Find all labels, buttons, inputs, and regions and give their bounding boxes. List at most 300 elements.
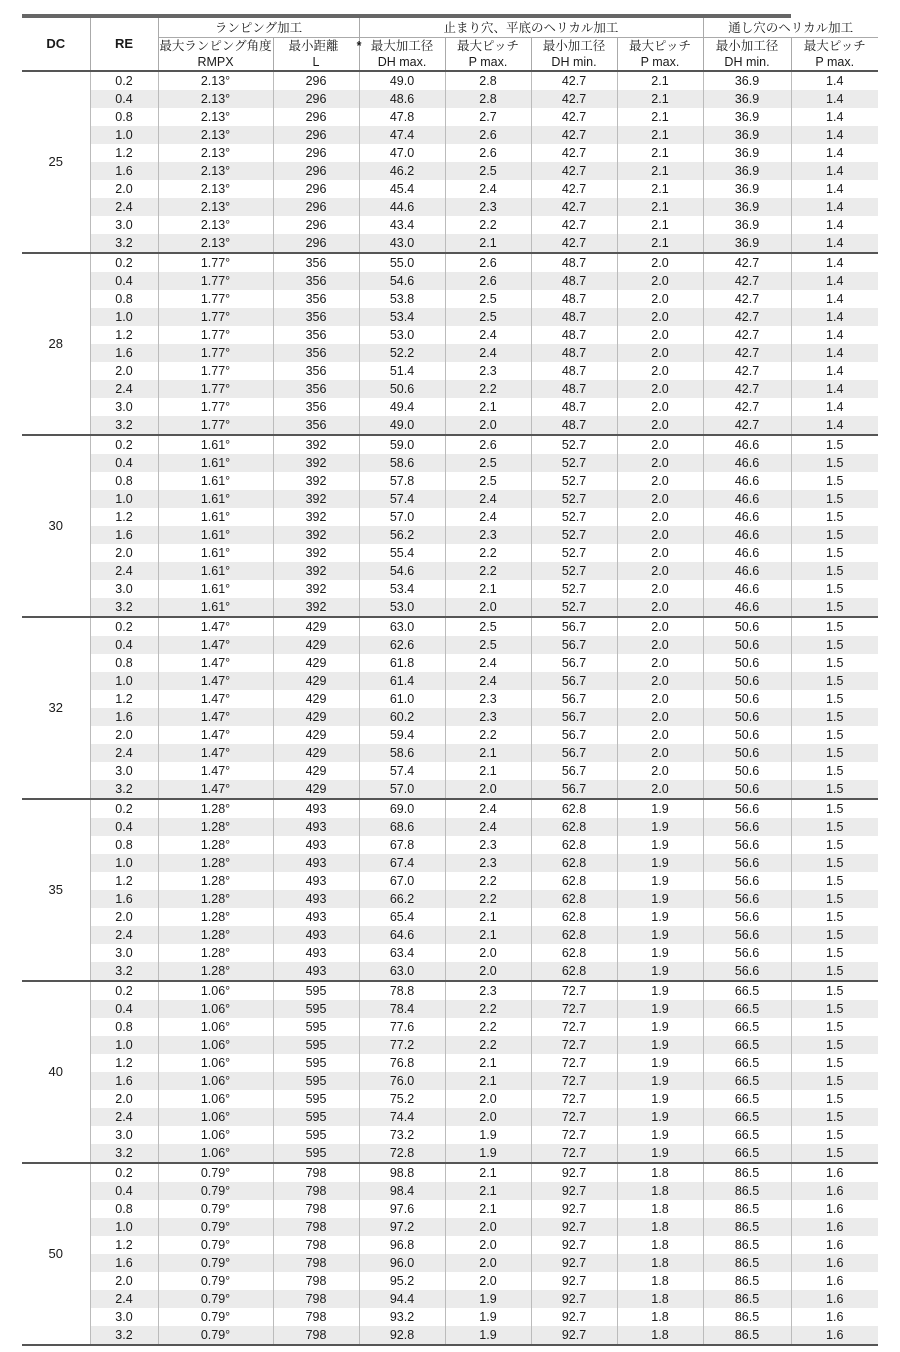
cell-rmpx: 1.61° xyxy=(158,435,273,454)
header-re: RE xyxy=(90,18,158,71)
cell-rmpx: 0.79° xyxy=(158,1254,273,1272)
cell-blind-dh-min: 72.7 xyxy=(531,981,617,1000)
table-row xyxy=(22,562,878,580)
cell-blind-dh-max: 47.8 xyxy=(359,108,445,126)
cell-blind-p-max2: 2.0 xyxy=(617,744,703,762)
cell-re: 3.0 xyxy=(90,944,158,962)
cell-blind-p-max: 2.5 xyxy=(445,290,531,308)
cell-re: 1.0 xyxy=(90,126,158,144)
cell-blind-dh-max: 97.6 xyxy=(359,1200,445,1218)
cell-rmpx: 1.77° xyxy=(158,380,273,398)
cell-through-p-max: 1.5 xyxy=(791,654,878,672)
cell-l: 595 xyxy=(273,1090,359,1108)
header-blind-p-max2-symbol: P max. xyxy=(617,54,703,71)
cell-re: 2.4 xyxy=(90,1290,158,1308)
cell-through-p-max: 1.4 xyxy=(791,108,878,126)
cell-through-p-max: 1.5 xyxy=(791,1126,878,1144)
cell-blind-p-max2: 1.9 xyxy=(617,872,703,890)
cell-blind-dh-max: 74.4 xyxy=(359,1108,445,1126)
table-row xyxy=(22,180,878,198)
cell-through-dh-min: 46.6 xyxy=(703,435,791,454)
cell-blind-dh-min: 42.7 xyxy=(531,71,617,90)
cell-blind-p-max2: 2.0 xyxy=(617,344,703,362)
cell-through-dh-min: 50.6 xyxy=(703,708,791,726)
cell-l: 798 xyxy=(273,1200,359,1218)
cell-blind-p-max2: 2.0 xyxy=(617,326,703,344)
cell-blind-dh-max: 49.0 xyxy=(359,71,445,90)
cell-blind-p-max2: 1.8 xyxy=(617,1308,703,1326)
table-row xyxy=(22,416,878,435)
cell-blind-p-max2: 1.8 xyxy=(617,1200,703,1218)
header-blind-dh-min-label: 最小加工径 xyxy=(531,38,617,55)
cell-blind-dh-max: 52.2 xyxy=(359,344,445,362)
cell-l: 429 xyxy=(273,744,359,762)
cell-through-p-max: 1.6 xyxy=(791,1254,878,1272)
cell-re: 1.2 xyxy=(90,326,158,344)
cell-through-p-max: 1.6 xyxy=(791,1218,878,1236)
cell-re: 3.0 xyxy=(90,1308,158,1326)
cell-blind-p-max: 1.9 xyxy=(445,1144,531,1163)
cell-through-dh-min: 66.5 xyxy=(703,981,791,1000)
cell-blind-dh-max: 57.0 xyxy=(359,780,445,799)
cell-blind-p-max2: 1.8 xyxy=(617,1236,703,1254)
cell-rmpx: 1.61° xyxy=(158,526,273,544)
cell-l: 595 xyxy=(273,1126,359,1144)
cell-blind-p-max2: 2.0 xyxy=(617,636,703,654)
cell-blind-dh-min: 92.7 xyxy=(531,1326,617,1345)
cell-rmpx: 1.28° xyxy=(158,944,273,962)
cell-rmpx: 1.47° xyxy=(158,690,273,708)
cell-rmpx: 1.47° xyxy=(158,672,273,690)
cell-through-dh-min: 86.5 xyxy=(703,1163,791,1182)
cell-rmpx: 1.28° xyxy=(158,854,273,872)
cell-rmpx: 1.77° xyxy=(158,326,273,344)
table-row xyxy=(22,216,878,234)
cell-l: 429 xyxy=(273,654,359,672)
cell-rmpx: 2.13° xyxy=(158,216,273,234)
cell-blind-dh-max: 59.4 xyxy=(359,726,445,744)
cell-blind-p-max: 2.0 xyxy=(445,962,531,981)
table-row xyxy=(22,380,878,398)
cell-rmpx: 1.47° xyxy=(158,617,273,636)
cell-rmpx: 1.28° xyxy=(158,799,273,818)
cell-blind-dh-min: 56.7 xyxy=(531,762,617,780)
header-group-through-hole: 通し穴のヘリカル加工 xyxy=(703,18,878,38)
cell-through-p-max: 1.4 xyxy=(791,344,878,362)
cell-re: 0.8 xyxy=(90,472,158,490)
cell-blind-p-max2: 1.9 xyxy=(617,818,703,836)
table-row xyxy=(22,234,878,253)
cell-rmpx: 2.13° xyxy=(158,126,273,144)
cell-blind-p-max: 2.3 xyxy=(445,836,531,854)
cell-rmpx: 1.77° xyxy=(158,308,273,326)
cell-blind-dh-max: 66.2 xyxy=(359,890,445,908)
cell-blind-dh-max: 97.2 xyxy=(359,1218,445,1236)
cell-blind-p-max2: 2.0 xyxy=(617,726,703,744)
cell-rmpx: 1.06° xyxy=(158,981,273,1000)
cell-through-dh-min: 50.6 xyxy=(703,744,791,762)
cell-blind-dh-max: 61.8 xyxy=(359,654,445,672)
cell-rmpx: 2.13° xyxy=(158,198,273,216)
cell-blind-dh-max: 51.4 xyxy=(359,362,445,380)
table-row xyxy=(22,1036,878,1054)
cell-blind-dh-max: 53.4 xyxy=(359,580,445,598)
cell-re: 0.4 xyxy=(90,818,158,836)
cell-l: 798 xyxy=(273,1290,359,1308)
cell-through-dh-min: 86.5 xyxy=(703,1218,791,1236)
cell-through-dh-min: 36.9 xyxy=(703,71,791,90)
cell-through-p-max: 1.5 xyxy=(791,836,878,854)
cell-blind-p-max2: 2.1 xyxy=(617,180,703,198)
table-row xyxy=(22,981,878,1000)
cell-blind-p-max: 1.9 xyxy=(445,1126,531,1144)
cell-rmpx: 0.79° xyxy=(158,1308,273,1326)
cell-through-p-max: 1.5 xyxy=(791,1036,878,1054)
cell-rmpx: 1.47° xyxy=(158,780,273,799)
cell-re: 3.2 xyxy=(90,416,158,435)
table-row xyxy=(22,780,878,799)
cell-blind-dh-min: 56.7 xyxy=(531,744,617,762)
cell-through-p-max: 1.5 xyxy=(791,1000,878,1018)
table-row xyxy=(22,598,878,617)
cell-through-dh-min: 86.5 xyxy=(703,1290,791,1308)
cell-through-p-max: 1.5 xyxy=(791,672,878,690)
cell-blind-p-max: 2.3 xyxy=(445,362,531,380)
cell-rmpx: 1.61° xyxy=(158,598,273,617)
cell-blind-p-max2: 1.9 xyxy=(617,890,703,908)
cell-rmpx: 1.61° xyxy=(158,454,273,472)
cell-re: 0.2 xyxy=(90,71,158,90)
table-row xyxy=(22,1090,878,1108)
cell-l: 798 xyxy=(273,1163,359,1182)
cell-through-p-max: 1.5 xyxy=(791,744,878,762)
cell-l: 356 xyxy=(273,272,359,290)
cell-l: 595 xyxy=(273,1018,359,1036)
cell-rmpx: 1.47° xyxy=(158,762,273,780)
cell-through-p-max: 1.5 xyxy=(791,636,878,654)
cell-re: 1.0 xyxy=(90,1036,158,1054)
cell-blind-p-max2: 2.1 xyxy=(617,144,703,162)
table-row xyxy=(22,908,878,926)
table-row xyxy=(22,1236,878,1254)
cell-through-p-max: 1.5 xyxy=(791,962,878,981)
cell-blind-dh-min: 92.7 xyxy=(531,1218,617,1236)
cell-blind-p-max2: 1.9 xyxy=(617,981,703,1000)
cell-rmpx: 0.79° xyxy=(158,1272,273,1290)
cell-blind-p-max: 2.6 xyxy=(445,253,531,272)
cell-blind-dh-max: 57.8 xyxy=(359,472,445,490)
cell-blind-dh-max: 53.8 xyxy=(359,290,445,308)
table-row xyxy=(22,198,878,216)
cell-blind-dh-max: 98.8 xyxy=(359,1163,445,1182)
cell-blind-p-max2: 1.8 xyxy=(617,1290,703,1308)
cell-re: 0.4 xyxy=(90,1182,158,1200)
cell-blind-p-max2: 2.0 xyxy=(617,435,703,454)
cell-through-p-max: 1.5 xyxy=(791,1090,878,1108)
header-l-symbol: L xyxy=(273,54,359,71)
table-row xyxy=(22,490,878,508)
cell-blind-dh-min: 62.8 xyxy=(531,890,617,908)
cell-blind-dh-max: 67.8 xyxy=(359,836,445,854)
cell-through-p-max: 1.6 xyxy=(791,1163,878,1182)
cell-re: 1.6 xyxy=(90,1254,158,1272)
cell-through-p-max: 1.5 xyxy=(791,1054,878,1072)
table-row xyxy=(22,544,878,562)
cell-blind-p-max: 2.3 xyxy=(445,690,531,708)
cell-blind-dh-max: 63.0 xyxy=(359,962,445,981)
cell-through-dh-min: 66.5 xyxy=(703,1000,791,1018)
cell-through-dh-min: 46.6 xyxy=(703,526,791,544)
table-row xyxy=(22,890,878,908)
table-row xyxy=(22,108,878,126)
cell-blind-dh-max: 78.8 xyxy=(359,981,445,1000)
cell-l: 392 xyxy=(273,598,359,617)
header-group-blind-hole: 止まり穴、平底のヘリカル加工 xyxy=(359,18,703,38)
cell-l: 493 xyxy=(273,890,359,908)
header-rmpx-symbol: RMPX xyxy=(158,54,273,71)
dc-value: 25 xyxy=(22,71,90,253)
cell-through-dh-min: 36.9 xyxy=(703,126,791,144)
cell-through-p-max: 1.5 xyxy=(791,472,878,490)
cell-blind-dh-min: 72.7 xyxy=(531,1090,617,1108)
cell-blind-p-max: 2.4 xyxy=(445,326,531,344)
cell-l: 493 xyxy=(273,962,359,981)
cell-blind-p-max: 2.0 xyxy=(445,1254,531,1272)
table-row xyxy=(22,690,878,708)
table-row xyxy=(22,726,878,744)
cell-blind-p-max: 2.1 xyxy=(445,762,531,780)
cell-rmpx: 1.47° xyxy=(158,636,273,654)
cell-blind-dh-max: 57.0 xyxy=(359,508,445,526)
table-row xyxy=(22,1308,878,1326)
cell-blind-p-max: 2.1 xyxy=(445,1182,531,1200)
cell-blind-dh-min: 92.7 xyxy=(531,1236,617,1254)
cell-re: 1.0 xyxy=(90,854,158,872)
cell-re: 1.0 xyxy=(90,308,158,326)
dc-value: 30 xyxy=(22,435,90,617)
cell-blind-p-max2: 2.1 xyxy=(617,216,703,234)
cell-blind-dh-max: 63.4 xyxy=(359,944,445,962)
cell-l: 429 xyxy=(273,708,359,726)
cell-through-dh-min: 66.5 xyxy=(703,1090,791,1108)
cell-through-p-max: 1.5 xyxy=(791,598,878,617)
table-row xyxy=(22,362,878,380)
cell-blind-dh-min: 52.7 xyxy=(531,598,617,617)
cell-re: 0.8 xyxy=(90,1200,158,1218)
cell-rmpx: 2.13° xyxy=(158,71,273,90)
cell-rmpx: 0.79° xyxy=(158,1200,273,1218)
cell-re: 2.0 xyxy=(90,544,158,562)
cell-blind-dh-min: 52.7 xyxy=(531,580,617,598)
table-row xyxy=(22,654,878,672)
cell-blind-dh-min: 42.7 xyxy=(531,144,617,162)
cell-blind-p-max: 2.0 xyxy=(445,598,531,617)
header-through-p-max-symbol: P max. xyxy=(791,54,878,71)
dc-value: 35 xyxy=(22,799,90,981)
cell-blind-p-max: 2.6 xyxy=(445,272,531,290)
cell-blind-dh-min: 62.8 xyxy=(531,836,617,854)
cell-through-p-max: 1.4 xyxy=(791,308,878,326)
cell-through-dh-min: 56.6 xyxy=(703,818,791,836)
header-through-p-max-label: 最大ピッチ xyxy=(791,38,878,55)
cell-blind-dh-min: 48.7 xyxy=(531,253,617,272)
cell-through-p-max: 1.5 xyxy=(791,435,878,454)
table-row xyxy=(22,1200,878,1218)
cell-rmpx: 1.77° xyxy=(158,398,273,416)
cell-blind-p-max: 2.1 xyxy=(445,1163,531,1182)
cell-through-dh-min: 42.7 xyxy=(703,253,791,272)
cell-re: 1.2 xyxy=(90,1054,158,1072)
cell-through-dh-min: 56.6 xyxy=(703,962,791,981)
cell-l: 392 xyxy=(273,580,359,598)
cell-l: 798 xyxy=(273,1308,359,1326)
cell-through-p-max: 1.5 xyxy=(791,690,878,708)
cell-blind-dh-min: 92.7 xyxy=(531,1290,617,1308)
cell-through-dh-min: 50.6 xyxy=(703,636,791,654)
cell-through-p-max: 1.5 xyxy=(791,526,878,544)
table-row xyxy=(22,1254,878,1272)
cell-through-dh-min: 66.5 xyxy=(703,1144,791,1163)
cell-blind-dh-min: 62.8 xyxy=(531,854,617,872)
cell-through-dh-min: 50.6 xyxy=(703,617,791,636)
cell-blind-p-max: 2.4 xyxy=(445,490,531,508)
cell-blind-p-max2: 2.1 xyxy=(617,198,703,216)
cell-through-dh-min: 46.6 xyxy=(703,454,791,472)
cell-blind-p-max2: 1.9 xyxy=(617,944,703,962)
cell-blind-dh-min: 62.8 xyxy=(531,799,617,818)
cell-blind-p-max2: 1.8 xyxy=(617,1182,703,1200)
cell-blind-dh-min: 48.7 xyxy=(531,380,617,398)
cell-blind-dh-max: 58.6 xyxy=(359,744,445,762)
cell-through-p-max: 1.5 xyxy=(791,981,878,1000)
cell-blind-dh-min: 56.7 xyxy=(531,690,617,708)
cell-re: 2.0 xyxy=(90,1090,158,1108)
cell-through-dh-min: 86.5 xyxy=(703,1182,791,1200)
cell-blind-p-max2: 2.1 xyxy=(617,71,703,90)
cell-through-p-max: 1.4 xyxy=(791,144,878,162)
table-row xyxy=(22,290,878,308)
cell-l: 493 xyxy=(273,818,359,836)
table-row xyxy=(22,1290,878,1308)
cell-l: 356 xyxy=(273,308,359,326)
cell-re: 1.2 xyxy=(90,1236,158,1254)
cell-blind-p-max: 2.4 xyxy=(445,344,531,362)
cell-blind-dh-max: 76.0 xyxy=(359,1072,445,1090)
cell-blind-dh-max: 96.8 xyxy=(359,1236,445,1254)
cell-blind-p-max: 2.0 xyxy=(445,1108,531,1126)
table-row xyxy=(22,1000,878,1018)
cell-blind-dh-min: 48.7 xyxy=(531,362,617,380)
cell-rmpx: 1.06° xyxy=(158,1108,273,1126)
cell-blind-dh-max: 98.4 xyxy=(359,1182,445,1200)
cell-blind-dh-min: 52.7 xyxy=(531,490,617,508)
cell-rmpx: 1.77° xyxy=(158,272,273,290)
cell-blind-p-max: 2.1 xyxy=(445,1072,531,1090)
cell-blind-dh-min: 72.7 xyxy=(531,1126,617,1144)
cell-blind-p-max2: 2.0 xyxy=(617,562,703,580)
table-row xyxy=(22,854,878,872)
cell-blind-dh-max: 55.4 xyxy=(359,544,445,562)
cell-blind-dh-min: 72.7 xyxy=(531,1054,617,1072)
cell-l: 595 xyxy=(273,1054,359,1072)
cell-l: 296 xyxy=(273,108,359,126)
cell-l: 798 xyxy=(273,1326,359,1345)
cell-blind-dh-max: 49.4 xyxy=(359,398,445,416)
cell-blind-p-max: 2.1 xyxy=(445,1200,531,1218)
cell-blind-p-max: 2.3 xyxy=(445,198,531,216)
cell-blind-dh-min: 48.7 xyxy=(531,398,617,416)
cell-blind-p-max2: 2.0 xyxy=(617,290,703,308)
cell-through-dh-min: 42.7 xyxy=(703,326,791,344)
cell-through-dh-min: 42.7 xyxy=(703,344,791,362)
cell-rmpx: 1.61° xyxy=(158,490,273,508)
cell-blind-p-max: 2.1 xyxy=(445,234,531,253)
cell-through-dh-min: 46.6 xyxy=(703,598,791,617)
cell-through-p-max: 1.5 xyxy=(791,1072,878,1090)
cell-through-p-max: 1.4 xyxy=(791,326,878,344)
cell-blind-p-max2: 2.0 xyxy=(617,544,703,562)
cell-re: 0.2 xyxy=(90,981,158,1000)
cell-l: 356 xyxy=(273,398,359,416)
cell-rmpx: 1.28° xyxy=(158,908,273,926)
cell-blind-dh-min: 62.8 xyxy=(531,926,617,944)
cell-l: 392 xyxy=(273,544,359,562)
cell-through-dh-min: 56.6 xyxy=(703,908,791,926)
cell-through-dh-min: 86.5 xyxy=(703,1308,791,1326)
cell-through-p-max: 1.5 xyxy=(791,872,878,890)
cell-blind-dh-min: 56.7 xyxy=(531,672,617,690)
cell-l: 493 xyxy=(273,944,359,962)
cell-through-p-max: 1.4 xyxy=(791,126,878,144)
cell-blind-p-max2: 1.9 xyxy=(617,836,703,854)
cell-blind-dh-min: 52.7 xyxy=(531,508,617,526)
table-row xyxy=(22,126,878,144)
cell-re: 3.0 xyxy=(90,398,158,416)
cell-blind-dh-max: 49.0 xyxy=(359,416,445,435)
table-row xyxy=(22,636,878,654)
cell-through-dh-min: 42.7 xyxy=(703,380,791,398)
cell-blind-dh-min: 92.7 xyxy=(531,1200,617,1218)
cell-blind-dh-min: 52.7 xyxy=(531,526,617,544)
cell-blind-p-max2: 2.1 xyxy=(617,90,703,108)
cell-blind-dh-max: 43.0 xyxy=(359,234,445,253)
cell-blind-p-max2: 2.0 xyxy=(617,490,703,508)
table-row xyxy=(22,1054,878,1072)
cell-blind-dh-max: 72.8 xyxy=(359,1144,445,1163)
cell-rmpx: 2.13° xyxy=(158,144,273,162)
cell-rmpx: 1.61° xyxy=(158,580,273,598)
cell-through-p-max: 1.6 xyxy=(791,1182,878,1200)
cell-re: 2.4 xyxy=(90,198,158,216)
cell-re: 0.2 xyxy=(90,799,158,818)
table-row xyxy=(22,508,878,526)
cell-blind-dh-min: 62.8 xyxy=(531,908,617,926)
cell-through-dh-min: 36.9 xyxy=(703,144,791,162)
table-row xyxy=(22,1126,878,1144)
cell-blind-dh-max: 61.0 xyxy=(359,690,445,708)
cell-through-p-max: 1.4 xyxy=(791,198,878,216)
cell-rmpx: 1.06° xyxy=(158,1072,273,1090)
cell-re: 0.4 xyxy=(90,272,158,290)
cell-blind-p-max2: 1.9 xyxy=(617,962,703,981)
cell-rmpx: 0.79° xyxy=(158,1236,273,1254)
cell-through-p-max: 1.5 xyxy=(791,1144,878,1163)
cell-through-p-max: 1.5 xyxy=(791,1108,878,1126)
cell-blind-p-max: 2.6 xyxy=(445,144,531,162)
cell-through-p-max: 1.5 xyxy=(791,454,878,472)
cell-re: 1.2 xyxy=(90,872,158,890)
cell-through-p-max: 1.4 xyxy=(791,180,878,198)
